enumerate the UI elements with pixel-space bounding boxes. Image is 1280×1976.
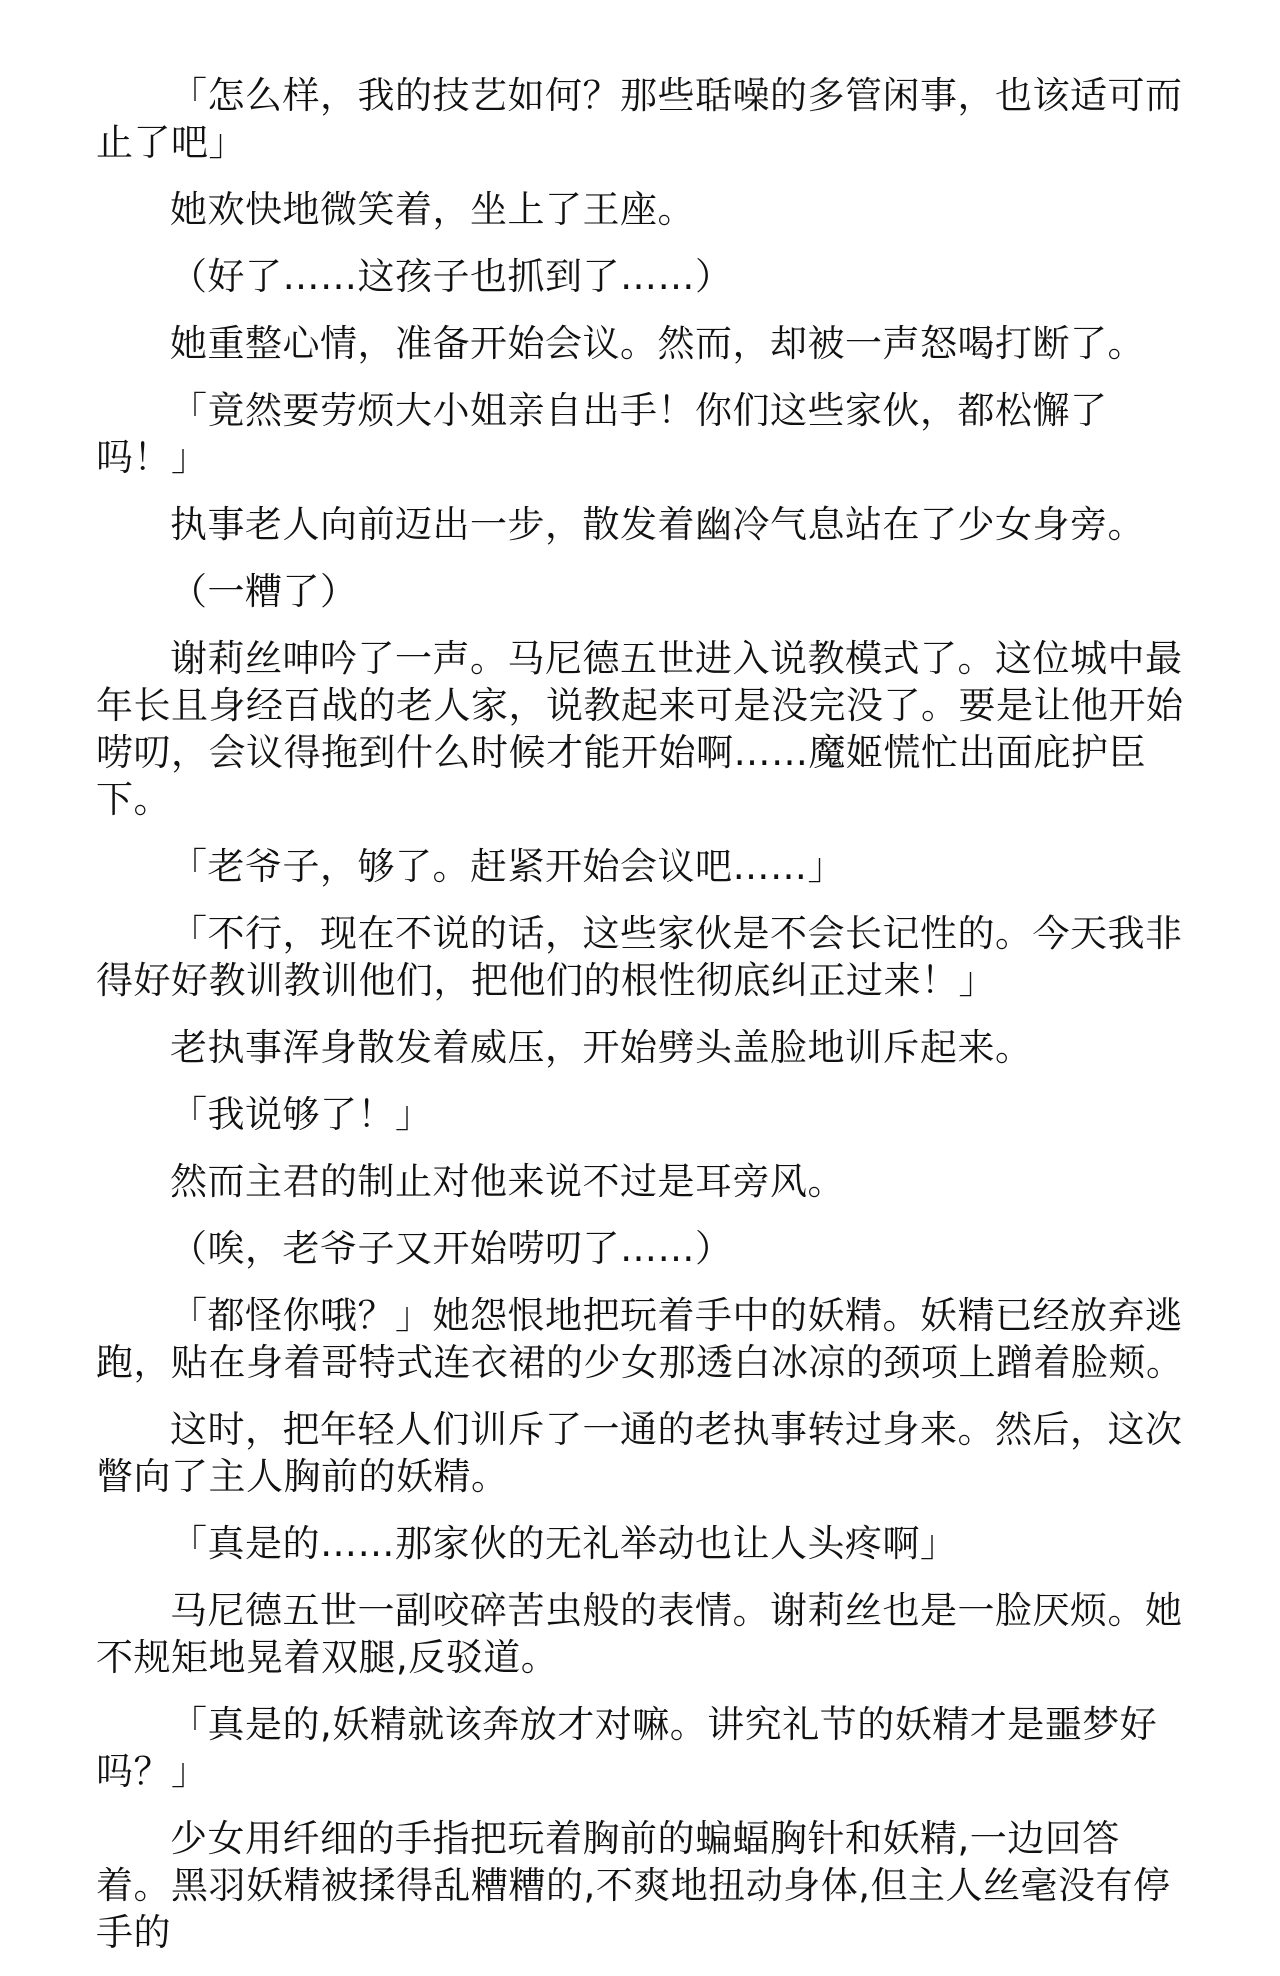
paragraph-18: 马尼德五世一副咬碎苦虫般的表情。谢莉丝也是一脸厌烦。她不规矩地晃着双腿,反驳道。	[96, 1589, 1183, 1679]
paragraph-8: 谢莉丝呻吟了一声。马尼德五世进入说教模式了。这位城中最年长且身经百战的老人家，说教起来可是没完没了。要是让他开始唠叨，会议得拖到什么时候才能开始啊……魔姬慌忙出面庇护臣下。	[96, 637, 1184, 821]
paragraph-10: 「不行，现在不说的话，这些家伙是不会长记性的。今天我非得好好教训教训他们，把他们的根性彻底纠正过来！」	[96, 912, 1183, 1002]
paragraph-19: 「真是的,妖精就该奔放才对嘛。讲究礼节的妖精才是噩梦好吗？」	[96, 1703, 1158, 1793]
paragraph-1: 「怎么样，我的技艺如何？那些聒噪的多管闲事，也该适可而止了吧」	[96, 74, 1183, 164]
paragraph-5: 「竟然要劳烦大小姐亲自出手！你们这些家伙，都松懈了吗！」	[96, 389, 1108, 479]
paragraph-11: 老执事浑身散发着威压，开始劈头盖脸地训斥起来。	[170, 1026, 1033, 1069]
paragraph-3: （好了……这孩子也抓到了……）	[170, 255, 733, 298]
paragraph-14: （唉，老爷子又开始唠叨了……）	[170, 1227, 733, 1270]
paragraph-12: 「我说够了！」	[170, 1093, 433, 1136]
paragraph-7: （一糟了）	[170, 570, 358, 613]
body-text	[96, 72, 1184, 1976]
paragraph-17: 「真是的……那家伙的无礼举动也让人头疼啊」	[170, 1522, 958, 1565]
paragraph-9: 「老爷子，够了。赶紧开始会议吧……」	[170, 845, 845, 888]
paragraph-6: 执事老人向前迈出一步，散发着幽冷气息站在了少女身旁。	[170, 503, 1145, 546]
paragraph-13: 然而主君的制止对他来说不过是耳旁风。	[170, 1160, 845, 1203]
paragraph-2: 她欢快地微笑着，坐上了王座。	[170, 188, 695, 231]
paragraph-15: 「都怪你哦？」她怨恨地把玩着手中的妖精。妖精已经放弃逃跑，贴在身着哥特式连衣裙的少女那透白冰凉的颈项上蹭着脸颊。	[96, 1294, 1184, 1384]
paragraph-16: 这时，把年轻人们训斥了一通的老执事转过身来。然后，这次瞥向了主人胸前的妖精。	[96, 1408, 1183, 1498]
paragraph-4: 她重整心情，准备开始会议。然而，却被一声怒喝打断了。	[170, 322, 1145, 365]
paragraph-20: 少女用纤细的手指把玩着胸前的蝙蝠胸针和妖精,一边回答着。黑羽妖精被揉得乱糟糟的,不爽地扭动身体,但主人丝毫没有停手的	[96, 1817, 1171, 1954]
